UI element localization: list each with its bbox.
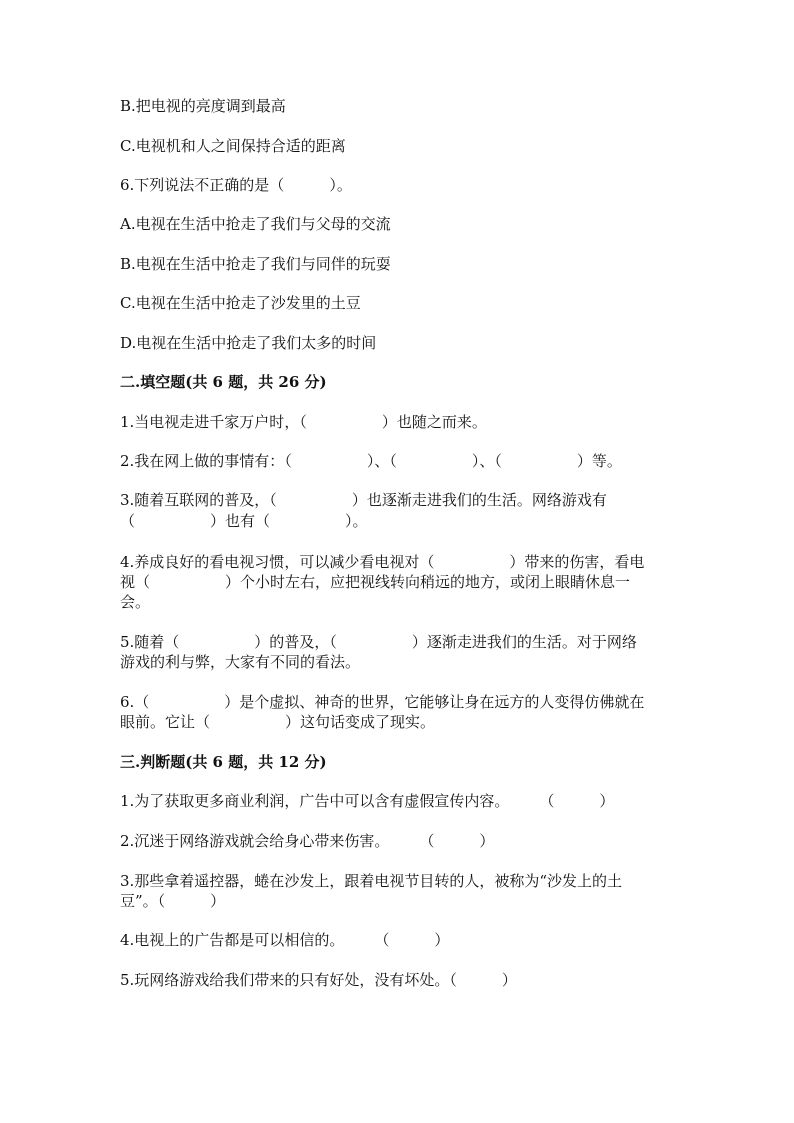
fill-question-6-line2: 眼前。它让（ ）这句话变成了现实。 <box>120 713 436 731</box>
fill-question-2: 2.我在网上做的事情有：（ ）、（ ）、（ ）等。 <box>120 452 622 470</box>
fill-question-3-line2: （ ）也有（ ）。 <box>120 512 368 530</box>
section-heading-true-false: 三.判断题(共 6 题，共 12 分) <box>120 753 327 771</box>
fill-question-4-line1: 4.养成良好的看电视习惯，可以减少看电视对（ ）带来的伤害，看电 <box>120 553 645 571</box>
fill-question-1: 1.当电视走进千家万户时，（ ）也随之而来。 <box>120 413 487 431</box>
line-c-distance: C.电视机和人之间保持合适的距离 <box>120 137 346 155</box>
option-6a: A.电视在生活中抢走了我们与父母的交流 <box>120 215 391 233</box>
tf-question-3-line2: 豆”。（ ） <box>120 892 226 910</box>
fill-question-5-line1: 5.随着（ ）的普及，（ ）逐渐走进我们的生活。对于网络 <box>120 633 637 651</box>
fill-question-3-line1: 3.随着互联网的普及，（ ）也逐渐走进我们的生活。网络游戏有 <box>120 491 607 509</box>
fill-question-4-line3: 会。 <box>120 593 151 611</box>
line-b-brightness: B.把电视的亮度调到最高 <box>120 97 286 115</box>
question-6: 6.下列说法不正确的是（ ）。 <box>120 176 352 194</box>
fill-question-5-line2: 游戏的利与弊，大家有不同的看法。 <box>120 653 361 671</box>
option-6c: C.电视在生活中抢走了沙发里的土豆 <box>120 294 361 312</box>
fill-question-4-line2: 视（ ）个小时左右，应把视线转向稍远的地方，或闭上眼睛休息一 <box>120 573 631 591</box>
fill-question-6-line1: 6.（ ）是个虚拟、神奇的世界，它能够让身在远方的人变得仿佛就在 <box>120 693 645 711</box>
tf-question-4: 4.电视上的广告都是可以相信的。 （ ） <box>120 931 450 949</box>
section-heading-fill-blank: 二.填空题(共 6 题，共 26 分) <box>120 373 327 391</box>
tf-question-2: 2.沉迷于网络游戏就会给身心带来伤害。 （ ） <box>120 832 495 850</box>
tf-question-3-line1: 3.那些拿着遥控器，蜷在沙发上，跟着电视节目转的人，被称为“沙发上的土 <box>120 872 622 890</box>
tf-question-1: 1.为了获取更多商业利润，广告中可以含有虚假宣传内容。 （ ） <box>120 792 615 810</box>
option-6b: B.电视在生活中抢走了我们与同伴的玩耍 <box>120 255 391 273</box>
option-6d: D.电视在生活中抢走了我们太多的时间 <box>120 334 377 352</box>
tf-question-5: 5.玩网络游戏给我们带来的只有好处，没有坏处。（ ） <box>120 971 517 989</box>
